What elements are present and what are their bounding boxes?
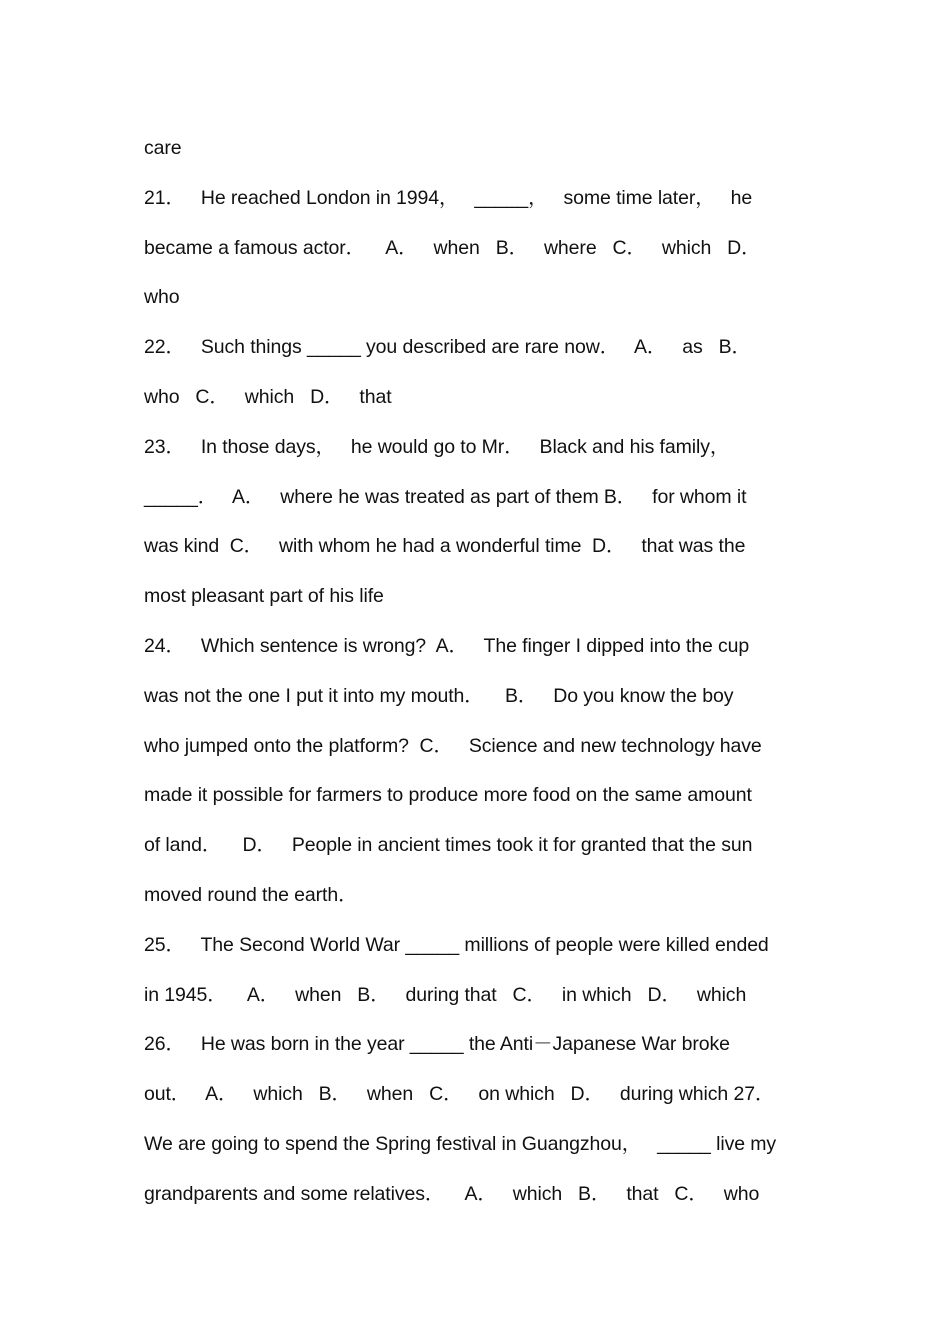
question-21-options: became a famous actor． A． when B． where C． which D． xyxy=(144,236,761,259)
question-22-line: 22． Such things _____ you described are rare now． A． as B． xyxy=(144,336,751,359)
question-24-options-cont: of land． D． People in ancient times took it for granted that the sun xyxy=(144,834,753,857)
question-25-options: in 1945． A． when B． during that C． in which D． which xyxy=(144,983,747,1006)
question-23-options-cont: was kind C． with whom he had a wonderful time D． that was the xyxy=(144,535,746,558)
question-24-options-end: moved round the earth． xyxy=(144,883,358,906)
question-24-options: was not the one I put it into my mouth． B． Do you know the boy xyxy=(144,684,734,707)
question-23-options: _____． A． where he was treated as part of them B． for whom it xyxy=(144,485,747,508)
question-23-options-end: most pleasant part of his life xyxy=(144,585,384,608)
question-24-line: 24． Which sentence is wrong? A． The finger I dipped into the cup xyxy=(144,634,750,657)
text-line: care xyxy=(144,137,182,159)
question-22-options: who C． which D． that xyxy=(144,385,392,408)
question-24-options-cont: made it possible for farmers to produce more food on the same amount xyxy=(144,784,752,807)
question-23-line: 23． In those days， he would go to Mr． Black and his family， xyxy=(144,435,730,458)
question-21-line: 21． He reached London in 1994， _____， some time later， he xyxy=(144,186,753,209)
question-26-line: 26． He was born in the year _____ the Anti－Japanese War broke xyxy=(144,1033,730,1056)
question-27-line: We are going to spend the Spring festival in Guangzhou， _____ live my xyxy=(144,1132,777,1155)
question-21-option-d: who xyxy=(144,286,180,309)
document-page xyxy=(144,124,809,1220)
question-24-options-cont: who jumped onto the platform? C． Science and new technology have xyxy=(144,734,762,757)
question-25-line: 25． The Second World War _____ millions of people were killed ended xyxy=(144,933,769,956)
question-27-options: grandparents and some relatives． A． which B． that C． who xyxy=(144,1182,760,1205)
question-26-options: out． A． which B． when C． on which D． during which 27． xyxy=(144,1083,775,1106)
